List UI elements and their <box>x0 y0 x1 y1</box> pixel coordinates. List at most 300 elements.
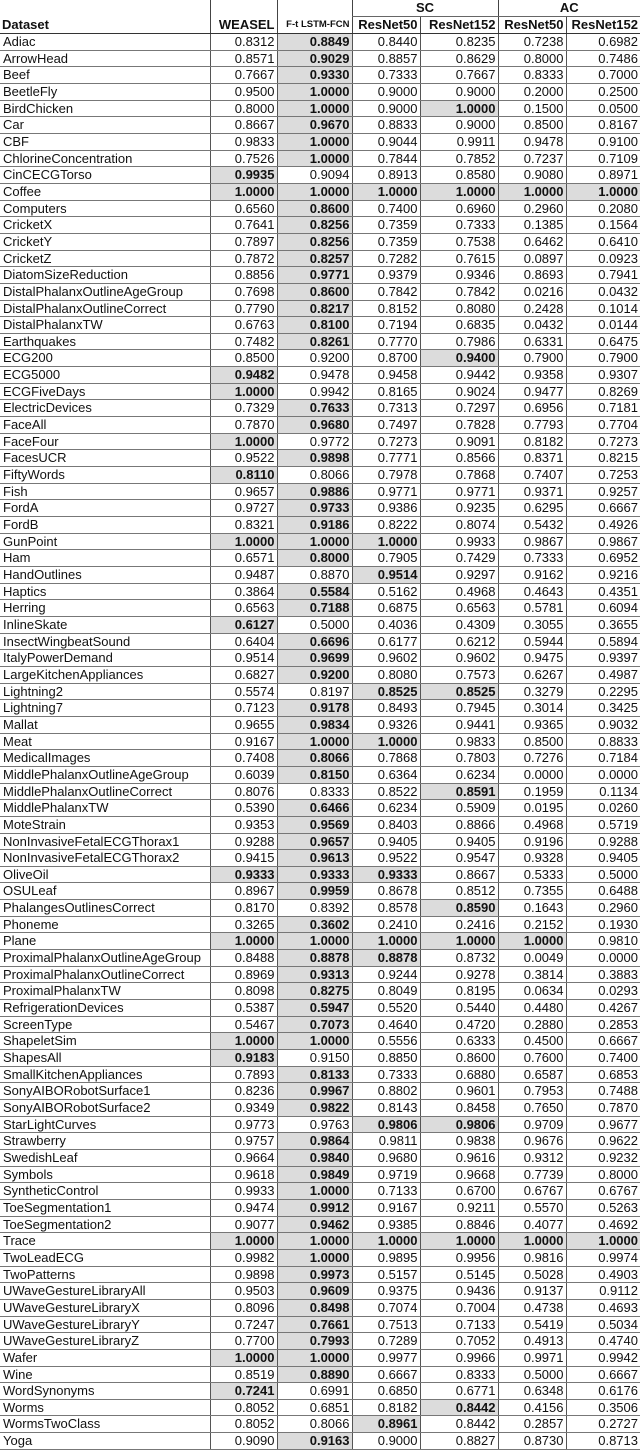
table-row <box>0 750 640 767</box>
accuracy-cell: 0.5387 <box>210 1000 277 1017</box>
accuracy-cell: 0.6234 <box>420 766 498 783</box>
accuracy-cell: 0.8856 <box>210 267 277 284</box>
accuracy-cell: 0.0432 <box>566 283 640 300</box>
accuracy-cell: 0.4740 <box>566 1333 640 1350</box>
accuracy-cell: 0.8849 <box>277 34 352 51</box>
accuracy-cell: 0.8802 <box>352 1083 420 1100</box>
dataset-name-cell: ProximalPhalanxTW <box>0 983 210 1000</box>
accuracy-cell: 0.5947 <box>277 1000 352 1017</box>
accuracy-cell: 1.0000 <box>277 1183 352 1200</box>
accuracy-cell: 0.8833 <box>566 733 640 750</box>
accuracy-cell: 0.3055 <box>498 616 566 633</box>
accuracy-cell: 1.0000 <box>498 183 566 200</box>
dataset-name-cell: HandOutlines <box>0 567 210 584</box>
accuracy-cell: 1.0000 <box>277 1249 352 1266</box>
accuracy-cell: 0.9288 <box>566 833 640 850</box>
accuracy-cell: 0.4036 <box>352 616 420 633</box>
table-row <box>0 1216 640 1233</box>
accuracy-cell: 0.8052 <box>210 1399 277 1416</box>
accuracy-cell: 0.9810 <box>566 933 640 950</box>
table-row <box>0 517 640 534</box>
accuracy-cell: 0.7770 <box>352 333 420 350</box>
accuracy-cell: 0.5145 <box>420 1266 498 1283</box>
accuracy-cell: 0.9474 <box>210 1199 277 1216</box>
accuracy-cell: 0.7513 <box>352 1316 420 1333</box>
accuracy-cell: 0.7661 <box>277 1316 352 1333</box>
dataset-name-cell: Mallat <box>0 716 210 733</box>
accuracy-cell: 0.8667 <box>210 117 277 134</box>
accuracy-cell: 0.7497 <box>352 417 420 434</box>
dataset-name-cell: InsectWingbeatSound <box>0 633 210 650</box>
accuracy-cell: 0.5028 <box>498 1266 566 1283</box>
accuracy-cell: 0.4968 <box>420 583 498 600</box>
accuracy-cell: 0.8525 <box>352 683 420 700</box>
table-row <box>0 250 640 267</box>
accuracy-cell: 0.9680 <box>352 1149 420 1166</box>
accuracy-cell: 0.5263 <box>566 1199 640 1216</box>
accuracy-cell: 0.7793 <box>498 417 566 434</box>
accuracy-cell: 0.8519 <box>210 1366 277 1383</box>
accuracy-cell: 0.4643 <box>498 583 566 600</box>
accuracy-cell: 0.9942 <box>277 383 352 400</box>
accuracy-cell: 0.9178 <box>277 700 352 717</box>
accuracy-cell: 0.9933 <box>210 1183 277 1200</box>
accuracy-cell: 0.9358 <box>498 367 566 384</box>
accuracy-cell: 0.9942 <box>566 1349 640 1366</box>
accuracy-cell: 0.8074 <box>420 517 498 534</box>
accuracy-cell: 0.7698 <box>210 283 277 300</box>
accuracy-cell: 0.7771 <box>352 450 420 467</box>
accuracy-cell: 0.9365 <box>498 716 566 733</box>
accuracy-cell: 0.9898 <box>210 1266 277 1283</box>
dataset-name-cell: Fish <box>0 483 210 500</box>
accuracy-cell: 0.9668 <box>420 1166 498 1183</box>
accuracy-cell: 0.9186 <box>277 517 352 534</box>
accuracy-cell: 1.0000 <box>352 1233 420 1250</box>
accuracy-cell: 0.2428 <box>498 300 566 317</box>
accuracy-cell: 0.7905 <box>352 550 420 567</box>
accuracy-cell: 0.8269 <box>566 383 640 400</box>
accuracy-cell: 0.9278 <box>420 966 498 983</box>
dataset-name-cell: FacesUCR <box>0 450 210 467</box>
accuracy-cell: 0.7313 <box>352 400 420 417</box>
dataset-name-cell: DistalPhalanxTW <box>0 317 210 334</box>
accuracy-cell: 1.0000 <box>277 100 352 117</box>
table-row <box>0 467 640 484</box>
dataset-name-cell: Trace <box>0 1233 210 1250</box>
accuracy-cell: 0.9044 <box>352 133 420 150</box>
accuracy-cell: 0.9867 <box>498 533 566 550</box>
accuracy-cell: 0.9386 <box>352 500 420 517</box>
accuracy-cell: 0.8458 <box>420 1100 498 1117</box>
accuracy-cell: 0.8961 <box>352 1416 420 1433</box>
dataset-name-cell: UWaveGestureLibraryAll <box>0 1283 210 1300</box>
accuracy-cell: 0.8076 <box>210 783 277 800</box>
dataset-name-cell: SonyAIBORobotSurface2 <box>0 1100 210 1117</box>
dataset-name-cell: Plane <box>0 933 210 950</box>
table-row <box>0 333 640 350</box>
accuracy-cell: 0.4077 <box>498 1216 566 1233</box>
accuracy-cell: 0.6767 <box>498 1183 566 1200</box>
dataset-name-cell: Symbols <box>0 1166 210 1183</box>
header-blank <box>0 0 210 17</box>
dataset-name-cell: Adiac <box>0 34 210 51</box>
accuracy-cell: 0.7273 <box>352 433 420 450</box>
table-row <box>0 550 640 567</box>
dataset-name-cell: TwoPatterns <box>0 1266 210 1283</box>
table-row <box>0 100 640 117</box>
accuracy-cell: 0.9733 <box>277 500 352 517</box>
accuracy-cell: 0.8321 <box>210 517 277 534</box>
column-header-ac-resnet152: ResNet152 <box>566 17 640 34</box>
table-row <box>0 500 640 517</box>
accuracy-cell: 0.8600 <box>420 1050 498 1067</box>
table-row <box>0 866 640 883</box>
accuracy-cell: 0.7133 <box>352 1183 420 1200</box>
accuracy-cell: 0.6667 <box>352 1366 420 1383</box>
accuracy-cell: 0.7333 <box>420 217 498 234</box>
accuracy-cell: 0.0923 <box>566 250 640 267</box>
accuracy-cell: 1.0000 <box>498 1233 566 1250</box>
accuracy-cell: 1.0000 <box>277 1349 352 1366</box>
dataset-name-cell: MiddlePhalanxOutlineCorrect <box>0 783 210 800</box>
accuracy-cell: 0.5419 <box>498 1316 566 1333</box>
accuracy-cell: 0.2080 <box>566 200 640 217</box>
accuracy-cell: 1.0000 <box>352 933 420 950</box>
dataset-name-cell: Computers <box>0 200 210 217</box>
accuracy-cell: 0.8833 <box>352 117 420 134</box>
accuracy-cell: 0.5467 <box>210 1016 277 1033</box>
accuracy-cell: 0.4903 <box>566 1266 640 1283</box>
dataset-name-cell: CricketY <box>0 233 210 250</box>
accuracy-cell: 0.6462 <box>498 233 566 250</box>
table-row <box>0 683 640 700</box>
accuracy-cell: 0.8522 <box>352 783 420 800</box>
accuracy-cell: 1.0000 <box>277 83 352 100</box>
accuracy-cell: 0.6234 <box>352 800 420 817</box>
accuracy-cell: 0.2410 <box>352 916 420 933</box>
accuracy-cell: 0.9032 <box>566 716 640 733</box>
accuracy-cell: 0.9547 <box>420 850 498 867</box>
accuracy-cell: 0.9971 <box>498 1349 566 1366</box>
accuracy-cell: 0.7237 <box>498 150 566 167</box>
accuracy-cell: 0.8693 <box>498 267 566 284</box>
accuracy-cell: 0.8371 <box>498 450 566 467</box>
accuracy-cell: 0.8197 <box>277 683 352 700</box>
accuracy-cell: 0.9313 <box>277 966 352 983</box>
accuracy-cell: 0.7870 <box>210 417 277 434</box>
dataset-name-cell: MiddlePhalanxOutlineAgeGroup <box>0 766 210 783</box>
accuracy-cell: 0.6127 <box>210 616 277 633</box>
accuracy-cell: 0.6667 <box>566 1366 640 1383</box>
accuracy-cell: 0.8442 <box>420 1399 498 1416</box>
accuracy-cell: 1.0000 <box>420 100 498 117</box>
accuracy-cell: 0.9415 <box>210 850 277 867</box>
accuracy-cell: 0.6827 <box>210 666 277 683</box>
dataset-name-cell: CricketX <box>0 217 210 234</box>
accuracy-cell: 0.9379 <box>352 267 420 284</box>
accuracy-cell: 0.5520 <box>352 1000 420 1017</box>
table-row <box>0 1366 640 1383</box>
dataset-name-cell: LargeKitchenAppliances <box>0 666 210 683</box>
accuracy-cell: 0.9911 <box>420 133 498 150</box>
dataset-name-cell: ItalyPowerDemand <box>0 650 210 667</box>
accuracy-cell: 0.2857 <box>498 1416 566 1433</box>
accuracy-cell: 0.9834 <box>277 716 352 733</box>
table-row <box>0 1399 640 1416</box>
accuracy-cell: 0.7844 <box>352 150 420 167</box>
accuracy-cell: 1.0000 <box>277 733 352 750</box>
accuracy-cell: 0.6176 <box>566 1383 640 1400</box>
accuracy-cell: 0.5719 <box>566 816 640 833</box>
accuracy-cell: 0.9602 <box>420 650 498 667</box>
accuracy-cell: 0.9328 <box>498 850 566 867</box>
accuracy-cell: 0.9462 <box>277 1216 352 1233</box>
accuracy-cell: 0.8000 <box>498 50 566 67</box>
accuracy-cell: 0.9757 <box>210 1133 277 1150</box>
accuracy-cell: 0.8857 <box>352 50 420 67</box>
accuracy-cell: 0.9000 <box>420 117 498 134</box>
accuracy-cell: 0.8098 <box>210 983 277 1000</box>
accuracy-cell: 0.6991 <box>277 1383 352 1400</box>
accuracy-cell: 0.8150 <box>277 766 352 783</box>
accuracy-cell: 0.8165 <box>352 383 420 400</box>
accuracy-cell: 1.0000 <box>210 933 277 950</box>
accuracy-cell: 0.8878 <box>352 950 420 967</box>
accuracy-cell: 0.7615 <box>420 250 498 267</box>
dataset-name-cell: UWaveGestureLibraryZ <box>0 1333 210 1350</box>
table-body <box>0 34 640 1450</box>
accuracy-cell: 0.8222 <box>352 517 420 534</box>
accuracy-cell: 0.7194 <box>352 317 420 334</box>
table-row <box>0 883 640 900</box>
accuracy-cell: 0.7359 <box>352 217 420 234</box>
accuracy-cell: 0.8333 <box>277 783 352 800</box>
accuracy-cell: 0.8566 <box>420 450 498 467</box>
accuracy-cell: 0.9699 <box>277 650 352 667</box>
accuracy-cell: 1.0000 <box>277 133 352 150</box>
accuracy-cell: 0.8500 <box>498 733 566 750</box>
dataset-name-cell: ChlorineConcentration <box>0 150 210 167</box>
accuracy-cell: 0.8066 <box>277 467 352 484</box>
column-header-weasel: WEASEL <box>210 17 277 34</box>
table-row <box>0 933 640 950</box>
accuracy-cell: 0.9886 <box>277 483 352 500</box>
accuracy-cell: 0.6667 <box>566 1033 640 1050</box>
accuracy-cell: 0.9000 <box>352 1433 420 1450</box>
accuracy-cell: 0.6952 <box>566 550 640 567</box>
dataset-name-cell: Beef <box>0 67 210 84</box>
accuracy-cell: 0.7400 <box>566 1050 640 1067</box>
dataset-name-cell: Strawberry <box>0 1133 210 1150</box>
accuracy-cell: 0.3883 <box>566 966 640 983</box>
table-row <box>0 417 640 434</box>
accuracy-cell: 0.9029 <box>277 50 352 67</box>
accuracy-cell: 0.9024 <box>420 383 498 400</box>
accuracy-cell: 0.1959 <box>498 783 566 800</box>
accuracy-cell: 0.8052 <box>210 1416 277 1433</box>
dataset-name-cell: FiftyWords <box>0 467 210 484</box>
accuracy-cell: 0.9216 <box>566 567 640 584</box>
accuracy-cell: 0.9000 <box>352 83 420 100</box>
dataset-name-cell: CricketZ <box>0 250 210 267</box>
accuracy-cell: 0.9094 <box>277 167 352 184</box>
accuracy-cell: 1.0000 <box>277 183 352 200</box>
accuracy-cell: 0.9933 <box>420 533 498 550</box>
dataset-name-cell: MoteStrain <box>0 816 210 833</box>
accuracy-cell: 0.7276 <box>498 750 566 767</box>
accuracy-cell: 0.4913 <box>498 1333 566 1350</box>
accuracy-cell: 0.7600 <box>498 1050 566 1067</box>
accuracy-cell: 0.7852 <box>420 150 498 167</box>
accuracy-cell: 0.0144 <box>566 317 640 334</box>
accuracy-cell: 0.0500 <box>566 100 640 117</box>
accuracy-cell: 0.9973 <box>277 1266 352 1283</box>
accuracy-cell: 0.5157 <box>352 1266 420 1283</box>
accuracy-cell: 0.8732 <box>420 950 498 967</box>
dataset-name-cell: NonInvasiveFetalECGThorax2 <box>0 850 210 867</box>
table-row <box>0 950 640 967</box>
accuracy-cell: 1.0000 <box>420 933 498 950</box>
accuracy-cell: 1.0000 <box>210 1033 277 1050</box>
accuracy-cell: 0.9326 <box>352 716 420 733</box>
column-header-sc-resnet50: ResNet50 <box>352 17 420 34</box>
accuracy-cell: 0.9091 <box>420 433 498 450</box>
accuracy-cell: 0.9966 <box>420 1349 498 1366</box>
accuracy-cell: 0.9441 <box>420 716 498 733</box>
dataset-name-cell: OSULeaf <box>0 883 210 900</box>
accuracy-cell: 0.8000 <box>566 1166 640 1183</box>
dataset-name-cell: ProximalPhalanxOutlineCorrect <box>0 966 210 983</box>
accuracy-cell: 1.0000 <box>352 533 420 550</box>
accuracy-cell: 0.4351 <box>566 583 640 600</box>
dataset-name-cell: Car <box>0 117 210 134</box>
table-row <box>0 34 640 51</box>
table-row <box>0 983 640 1000</box>
accuracy-cell: 0.8700 <box>352 350 420 367</box>
accuracy-cell: 0.8257 <box>277 250 352 267</box>
accuracy-cell: 0.9478 <box>498 133 566 150</box>
accuracy-cell: 0.1134 <box>566 783 640 800</box>
accuracy-cell: 1.0000 <box>498 933 566 950</box>
dataset-name-cell: Wine <box>0 1366 210 1383</box>
accuracy-cell: 0.6835 <box>420 317 498 334</box>
accuracy-cell: 0.9385 <box>352 1216 420 1233</box>
accuracy-cell: 0.7074 <box>352 1299 420 1316</box>
accuracy-cell: 0.8080 <box>420 300 498 317</box>
accuracy-cell: 0.7803 <box>420 750 498 767</box>
accuracy-cell: 0.6560 <box>210 200 277 217</box>
accuracy-cell: 0.7870 <box>566 1100 640 1117</box>
table-row <box>0 783 640 800</box>
accuracy-cell: 0.4987 <box>566 666 640 683</box>
accuracy-cell: 0.9771 <box>420 483 498 500</box>
dataset-name-cell: SyntheticControl <box>0 1183 210 1200</box>
accuracy-cell: 0.8850 <box>352 1050 420 1067</box>
accuracy-cell: 0.7482 <box>210 333 277 350</box>
accuracy-cell: 0.0216 <box>498 283 566 300</box>
accuracy-cell: 0.4738 <box>498 1299 566 1316</box>
accuracy-cell: 0.2000 <box>498 83 566 100</box>
table-row <box>0 1316 640 1333</box>
accuracy-cell: 0.9405 <box>352 833 420 850</box>
accuracy-cell: 0.7641 <box>210 217 277 234</box>
accuracy-cell: 0.0432 <box>498 317 566 334</box>
accuracy-cell: 0.0000 <box>498 766 566 783</box>
accuracy-cell: 0.8170 <box>210 900 277 917</box>
accuracy-cell: 0.7333 <box>352 1066 420 1083</box>
accuracy-cell: 0.2960 <box>498 200 566 217</box>
accuracy-cell: 0.8969 <box>210 966 277 983</box>
dataset-name-cell: WormsTwoClass <box>0 1416 210 1433</box>
table-row <box>0 83 640 100</box>
accuracy-cell: 0.3864 <box>210 583 277 600</box>
accuracy-cell: 0.7842 <box>352 283 420 300</box>
accuracy-cell: 0.8333 <box>498 67 566 84</box>
accuracy-cell: 0.8971 <box>566 167 640 184</box>
column-header-sc-resnet152: ResNet152 <box>420 17 498 34</box>
accuracy-cell: 0.7868 <box>420 467 498 484</box>
accuracy-cell: 0.7184 <box>566 750 640 767</box>
dataset-name-cell: FaceFour <box>0 433 210 450</box>
dataset-name-cell: OliveOil <box>0 866 210 883</box>
accuracy-cell: 0.9967 <box>277 1083 352 1100</box>
accuracy-cell: 0.8878 <box>277 950 352 967</box>
accuracy-cell: 0.8488 <box>210 950 277 967</box>
accuracy-cell: 0.7355 <box>498 883 566 900</box>
dataset-name-cell: RefrigerationDevices <box>0 1000 210 1017</box>
accuracy-cell: 0.8312 <box>210 34 277 51</box>
accuracy-cell: 0.9346 <box>420 267 498 284</box>
table-row <box>0 400 640 417</box>
accuracy-cell: 0.9167 <box>352 1199 420 1216</box>
table-row <box>0 900 640 917</box>
accuracy-cell: 0.9609 <box>277 1283 352 1300</box>
accuracy-cell: 0.7790 <box>210 300 277 317</box>
table-row <box>0 50 640 67</box>
table-row <box>0 966 640 983</box>
table-row <box>0 283 640 300</box>
accuracy-cell: 0.6956 <box>498 400 566 417</box>
dataset-name-cell: GunPoint <box>0 533 210 550</box>
table-row <box>0 1166 640 1183</box>
accuracy-cell: 0.9000 <box>420 83 498 100</box>
table-row <box>0 1083 640 1100</box>
accuracy-cell: 0.8590 <box>420 900 498 917</box>
accuracy-cell: 0.7667 <box>420 67 498 84</box>
table-row <box>0 150 640 167</box>
accuracy-cell: 0.9150 <box>277 1050 352 1067</box>
dataset-name-cell: CBF <box>0 133 210 150</box>
table-row <box>0 916 640 933</box>
accuracy-cell: 0.9436 <box>420 1283 498 1300</box>
accuracy-cell: 0.9806 <box>420 1116 498 1133</box>
accuracy-cell: 0.9833 <box>420 733 498 750</box>
table-row <box>0 650 640 667</box>
header-blank <box>277 0 352 17</box>
accuracy-cell: 0.7241 <box>210 1383 277 1400</box>
accuracy-cell: 0.8578 <box>352 900 420 917</box>
table-row <box>0 700 640 717</box>
accuracy-cell: 0.9312 <box>498 1149 566 1166</box>
accuracy-cell: 0.7429 <box>420 550 498 567</box>
accuracy-cell: 0.4156 <box>498 1399 566 1416</box>
accuracy-cell: 0.9349 <box>210 1100 277 1117</box>
accuracy-cell: 0.7897 <box>210 233 277 250</box>
accuracy-cell: 0.8152 <box>352 300 420 317</box>
dataset-name-cell: FaceAll <box>0 417 210 434</box>
accuracy-cell: 0.9330 <box>277 67 352 84</box>
